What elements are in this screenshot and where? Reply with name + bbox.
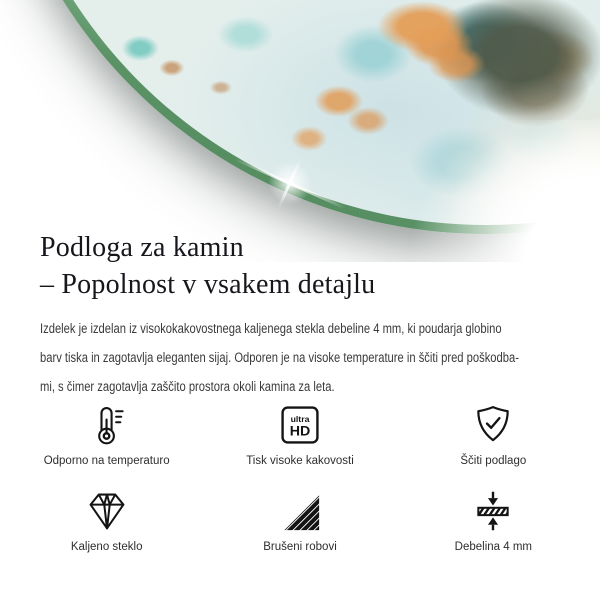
shield-check-icon bbox=[471, 402, 515, 448]
feature-item-thickness bbox=[397, 488, 590, 554]
polished-edges-icon bbox=[279, 488, 321, 534]
thermometer-icon bbox=[85, 402, 129, 448]
description-line: barv tiska in zagotavlja eleganten sijaj. Odporen je na visoke temperature in ščiti pred poškodba- bbox=[40, 350, 519, 365]
feature-label: Ščiti podlago bbox=[460, 455, 527, 467]
thickness-icon bbox=[471, 488, 515, 534]
product-image bbox=[0, 0, 600, 262]
hd-text: HD bbox=[289, 423, 311, 440]
description-line: Izdelek je izdelan iz visokokakovostnega kaljenega stekla debeline 4 mm, ki poudarja globino bbox=[40, 321, 502, 336]
diamond-icon bbox=[85, 488, 129, 534]
feature-label: Kaljeno steklo bbox=[70, 541, 143, 553]
ultra-hd-icon bbox=[278, 402, 322, 448]
features-grid bbox=[10, 402, 590, 554]
light-fade bbox=[380, 120, 600, 262]
page-title bbox=[40, 229, 375, 303]
feature-item-tempered-glass bbox=[10, 488, 203, 554]
feature-item-print-quality bbox=[203, 402, 396, 468]
feature-item-protects bbox=[397, 402, 590, 468]
title-line-2: – Popolnost v vsakem detajlu bbox=[40, 269, 376, 300]
ultra-text: ultra bbox=[290, 413, 310, 424]
feature-label: Odporno na temperaturo bbox=[43, 455, 170, 467]
description-line: mi, s čimer zagotavlja zaščito prostora okoli kamina za leta. bbox=[40, 379, 335, 394]
feature-label: Brušeni robovi bbox=[263, 541, 337, 553]
feature-item-temperature bbox=[10, 402, 203, 468]
feature-label: Debelina 4 mm bbox=[454, 541, 532, 553]
title-line-1: Podloga za kamin bbox=[40, 232, 244, 263]
feature-label: Tisk visoke kakovosti bbox=[246, 455, 354, 467]
feature-item-polished-edges bbox=[203, 488, 396, 554]
sparkle-glow bbox=[268, 161, 312, 205]
product-description bbox=[40, 314, 600, 401]
